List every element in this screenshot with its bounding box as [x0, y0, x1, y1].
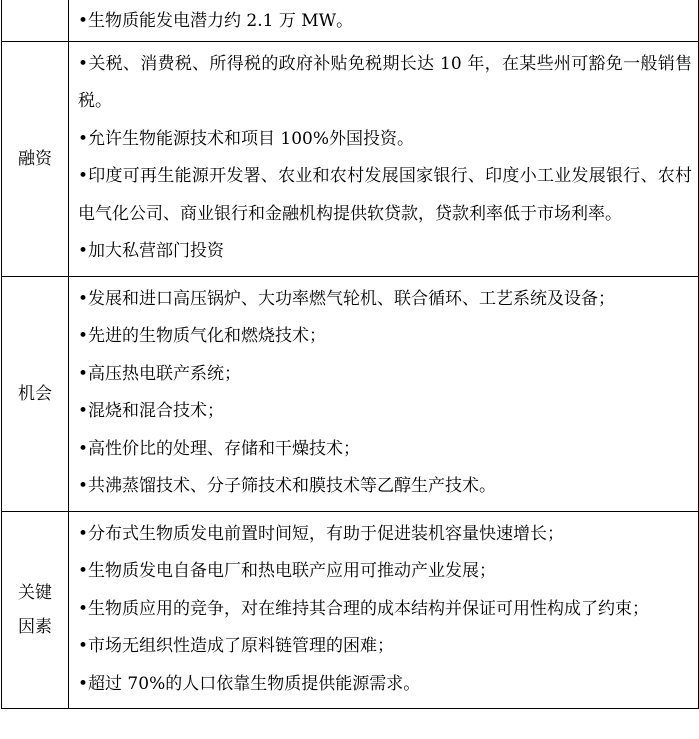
row-label-financing: 融资	[2, 41, 69, 276]
list-item: •混烧和混合技术；	[78, 401, 225, 421]
info-table	[1, 0, 699, 709]
row-label-opportunities: 机会	[2, 276, 69, 511]
list-item: •市场无组织性造成了原料链管理的困难；	[78, 636, 395, 656]
row-label-empty	[2, 0, 69, 41]
list-item: •先进的生物质气化和燃烧技术；	[78, 326, 327, 346]
table-row-financing	[2, 41, 699, 276]
list-item: •允许生物能源技术和项目 100%外国投资。	[78, 128, 415, 149]
list-item: •关税、消费税、所得税的政府补贴免税期长达 10 年，在某些州可豁免一般销售税。	[78, 53, 692, 111]
list-item: •生物质能发电潜力约 2.1 万 MW。	[78, 11, 354, 31]
row-content-potential	[69, 0, 699, 41]
list-item: •生物质发电自备电厂和热电联产应用可推动产业发展；	[78, 561, 497, 581]
row-content-opportunities	[69, 276, 699, 511]
table-row-key-factors	[2, 511, 699, 709]
row-label-line: 因素	[18, 616, 52, 637]
row-label-line: 关键	[18, 582, 52, 603]
list-item: •生物质应用的竞争，对在维持其合理的成本结构并保证可用性构成了约束；	[78, 598, 650, 619]
table-row-potential	[2, 0, 699, 41]
row-content-key-factors	[69, 511, 699, 709]
list-item: •超过 70%的人口依靠生物质提供能源需求。	[78, 673, 421, 694]
row-content-financing	[69, 41, 699, 276]
table-row-opportunities	[2, 276, 699, 511]
list-item: •发展和进口高压锅炉、大功率燃气轮机、联合循环、工艺系统及设备；	[78, 288, 616, 309]
list-item: •共沸蒸馏技术、分子筛技术和膜技术等乙醇生产技术。	[78, 476, 497, 496]
list-item: •分布式生物质发电前置时间短，有助于促进装机容量快速增长；	[78, 523, 565, 544]
list-item: •高压热电联产系统；	[78, 363, 242, 384]
list-item: •加大私营部门投资	[78, 241, 225, 261]
list-item: •高性价比的处理、存储和干燥技术；	[78, 438, 361, 459]
list-item: •印度可再生能源开发署、农业和农村发展国家银行、印度小工业发展银行、农村电气化公司、商业银行和金融机构提供软贷款，贷款利率低于市场利率。	[78, 166, 692, 224]
row-label-key-factors	[2, 511, 69, 709]
